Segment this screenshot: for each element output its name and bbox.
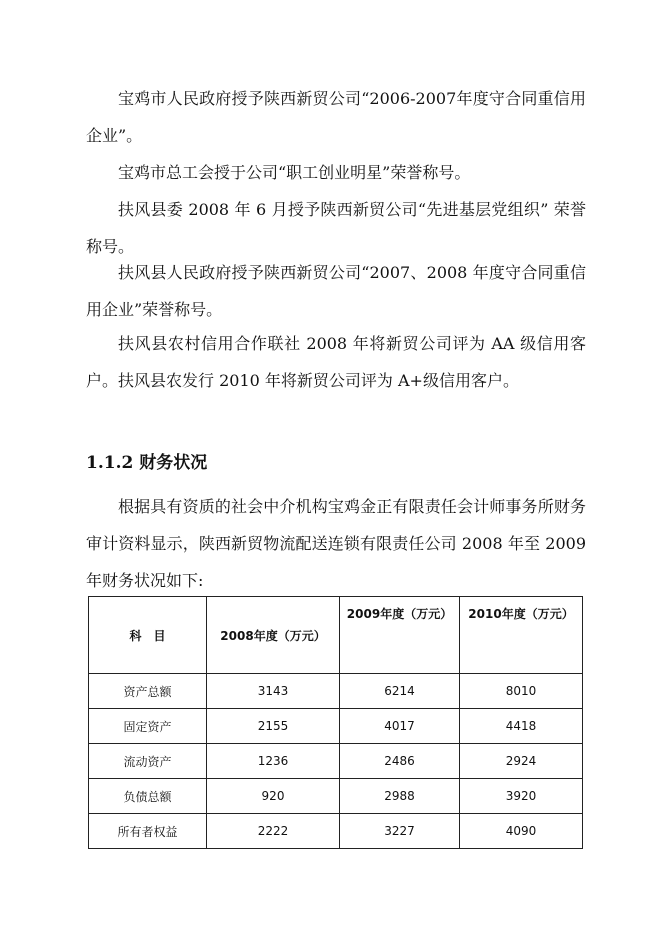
table-row — [89, 779, 583, 814]
paragraph-award-3: 扶风县委 2008 年 6 月授予陕西新贸公司“先进基层党组织” 荣誉称号。 — [86, 200, 586, 256]
cell-2009: 3227 — [340, 814, 460, 849]
cell-2008: 2222 — [207, 814, 340, 849]
table-row — [89, 709, 583, 744]
paragraph-award-5: 扶风县农村信用合作联社 2008 年将新贸公司评为 AA 级信用客户。扶风县农发行 2010 年将新贸公司评为 A+级信用客户。 — [86, 334, 586, 390]
cell-2009: 2988 — [340, 779, 460, 814]
row-label: 资产总额 — [89, 674, 207, 709]
cell-2008: 2155 — [207, 709, 340, 744]
table-header-row — [89, 597, 583, 674]
cell-2009: 6214 — [340, 674, 460, 709]
table-row — [89, 744, 583, 779]
cell-2008: 3143 — [207, 674, 340, 709]
header-2009: 2009年度（万元） — [340, 597, 460, 674]
paragraph-award-4: 扶风县人民政府授予陕西新贸公司“2007、2008 年度守合同重信用企业”荣誉称号。 — [86, 263, 586, 319]
cell-2009: 2486 — [340, 744, 460, 779]
row-label: 流动资产 — [89, 744, 207, 779]
cell-2010: 4418 — [460, 709, 583, 744]
section-intro: 根据具有资质的社会中介机构宝鸡金正有限责任会计师事务所财务审计资料显示，陕西新贸物流配送连锁有限责任公司 2008 年至 2009 年财务状况如下: — [86, 497, 586, 590]
cell-2010: 8010 — [460, 674, 583, 709]
row-label: 所有者权益 — [89, 814, 207, 849]
row-label: 负债总额 — [89, 779, 207, 814]
cell-2010: 2924 — [460, 744, 583, 779]
row-label: 固定资产 — [89, 709, 207, 744]
table-row — [89, 674, 583, 709]
table-row — [89, 814, 583, 849]
cell-2010: 4090 — [460, 814, 583, 849]
header-2010: 2010年度（万元） — [460, 597, 583, 674]
cell-2010: 3920 — [460, 779, 583, 814]
header-subject: 科 目 — [89, 597, 207, 674]
financial-table — [88, 596, 583, 849]
paragraph-award-2: 宝鸡市总工会授于公司“职工创业明星”荣誉称号。 — [118, 163, 471, 182]
header-2008: 2008年度（万元） — [207, 597, 340, 674]
cell-2008: 920 — [207, 779, 340, 814]
paragraph-award-1: 宝鸡市人民政府授予陕西新贸公司“2006-2007年度守合同重信用企业”。 — [86, 89, 586, 145]
section-heading: 1.1.2 财务状况 — [86, 453, 208, 473]
cell-2008: 1236 — [207, 744, 340, 779]
cell-2009: 4017 — [340, 709, 460, 744]
